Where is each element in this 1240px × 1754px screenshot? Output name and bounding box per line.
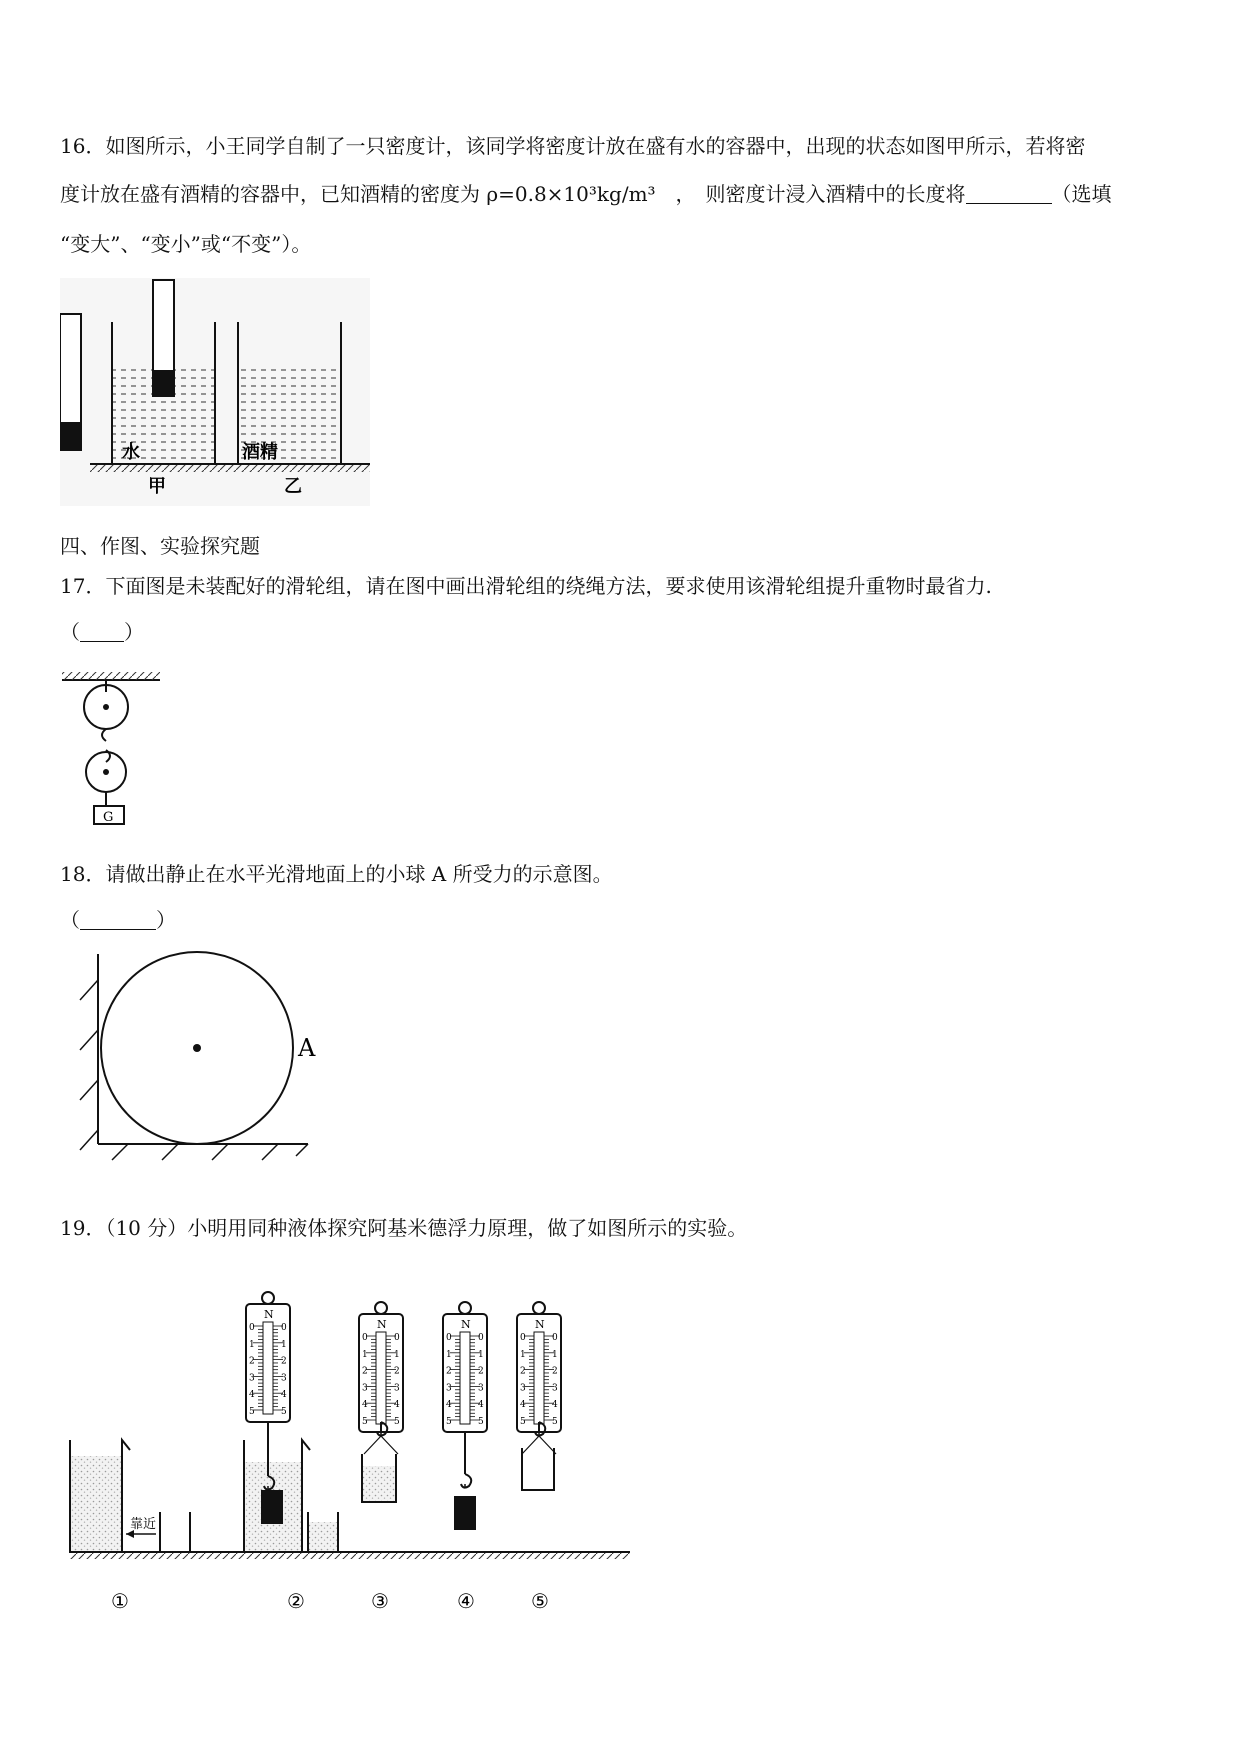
scale-tick-label: 1 [362,1349,368,1360]
q18-text: 18．请做出静止在水平光滑地面上的小球 A 所受力的示意图。 [60,862,613,886]
step1-overflow-cup [70,1440,130,1552]
q16-answer-blank[interactable] [966,183,1052,204]
spring-balance-2 [246,1292,290,1490]
movable-pulley [86,752,126,792]
scale-unit-n: N [264,1308,274,1321]
step2-block [261,1490,283,1524]
q19-ground-hatch [70,1553,630,1559]
scale-tick-label: 2 [520,1366,526,1377]
label-jia: 甲 [148,476,166,497]
scale-tick-label: 4 [520,1400,526,1411]
scale-tick-label: 2 [249,1356,255,1367]
scale-tick-label: 1 [249,1339,255,1350]
scale-tick-label: 2 [446,1366,452,1377]
scale-tick-label: 4 [552,1400,558,1411]
q16-ground-hatch [90,465,370,472]
scale-tick-label: 5 [249,1407,255,1417]
scale-tick-label: 5 [394,1417,400,1427]
step-number-4: ④ [457,1589,475,1613]
scale-unit-n: N [377,1318,387,1331]
section4-title: 四、作图、实验探究题 [60,534,260,558]
q17-answer-blank[interactable] [80,621,124,642]
scale-tick-label: 1 [552,1349,558,1360]
scale-tick-label: 0 [446,1333,452,1343]
q17-answer-close: ） [124,620,144,644]
scale-tick-label: 5 [520,1417,526,1427]
ball-center [193,1044,201,1052]
scale-tick-label: 0 [552,1333,558,1343]
label-water: 水 [122,442,140,463]
spring-balance-4 [443,1302,487,1488]
q17-answer-line [60,616,144,645]
scale-tick-label: 3 [281,1373,287,1384]
weight-g-label: G [103,810,114,825]
scale-tick-label: 4 [478,1400,484,1411]
scale-tick-label: 2 [394,1366,400,1377]
label-alcohol: 酒精 [242,442,278,463]
scale-tick-label: 0 [520,1333,526,1343]
scale-tick-label: 4 [249,1390,255,1401]
step-number-5: ⑤ [531,1589,549,1613]
q18-ball-figure [70,950,340,1170]
scale-tick-label: 3 [394,1383,400,1394]
scale-tick-label: 2 [362,1366,368,1377]
scale-tick-label: 5 [478,1417,484,1427]
label-yi: 乙 [284,476,302,497]
scale-tick-label: 1 [394,1349,400,1360]
scale-tick-label: 4 [281,1390,287,1401]
label-near: 靠近 [130,1517,157,1532]
scale-tick-label: 0 [478,1333,484,1343]
scale-unit-n: N [535,1318,545,1331]
step3-beaker-with-liquid [362,1454,396,1502]
q18-answer-blank[interactable] [80,909,156,930]
scale-tick-label: 2 [552,1366,558,1377]
scale-tick-label: 1 [281,1339,287,1350]
scale-tick-label: 3 [552,1383,558,1394]
q19-text: 19．（10 分）小明用同种液体探究阿基米德浮力原理，做了如图所示的实验。 [60,1216,748,1240]
scale-tick-label: 4 [362,1400,368,1411]
q18-answer-line [60,904,176,933]
scale-tick-label: 1 [520,1349,526,1360]
q16-text-line2-a: 度计放在盛有酒精的容器中，已知酒精的密度为 ρ=0.8×10³kg/m³ ， 则密度计浸入酒精中的长度将 [60,182,966,206]
step-number-3: ③ [371,1589,389,1613]
scale-tick-label: 3 [362,1383,368,1394]
q16-text-line2 [60,178,1112,207]
scale-tick-label: 5 [362,1417,368,1427]
scale-tick-label: 0 [394,1333,400,1343]
ball-label-a: A [298,1034,316,1062]
scale-tick-label: 3 [446,1383,452,1394]
spring-balances [246,1292,561,1490]
scale-tick-label: 3 [249,1373,255,1384]
q16-text-line2-b: （选填 [1051,182,1112,206]
scale-tick-label: 5 [281,1407,287,1417]
scale-tick-label: 4 [394,1400,400,1411]
scale-tick-label: 0 [249,1323,255,1333]
scale-tick-label: 5 [446,1417,452,1427]
hydrometer-in-water [153,280,174,396]
q16-hydrometer-figure [60,278,370,506]
q19-archimedes-figure [68,1290,638,1630]
q17-answer-open: （ [60,620,80,644]
scale-tick-label: 1 [446,1349,452,1360]
q16-text-line1: 16．如图所示，小王同学自制了一只密度计，该同学将密度计放在盛有水的容器中，出现的状态如图甲所示，若将密 [60,134,1086,158]
scale-tick-label: 2 [281,1356,287,1367]
scale-tick-label: 0 [281,1323,287,1333]
q18-answer-close: ） [156,908,176,932]
step-number-1: ① [111,1589,129,1613]
scale-tick-label: 4 [446,1400,452,1411]
step2-small-beaker [308,1512,338,1552]
scale-tick-label: 1 [478,1349,484,1360]
wall-hatch [80,980,98,1150]
step5-empty-beaker [522,1448,554,1490]
step-number-2: ② [287,1589,305,1613]
scale-tick-label: 5 [552,1417,558,1427]
q16-text-line3: “变大”、“变小”或“不变”）。 [60,232,312,256]
spring-balance-5 [517,1302,561,1454]
scale-unit-n: N [461,1318,471,1331]
step1-small-beaker [160,1512,190,1552]
upper-hook [102,729,106,741]
scale-tick-label: 3 [520,1383,526,1394]
hydrometer-standalone [60,314,81,450]
q18-answer-open: （ [60,908,80,932]
ceiling-hatch [62,672,160,680]
weight-g [94,806,124,825]
scale-tick-label: 2 [478,1366,484,1377]
floor-hatch [112,1144,308,1160]
scale-tick-label: 3 [478,1383,484,1394]
q17-text: 17．下面图是未装配好的滑轮组，请在图中画出滑轮组的绕绳方法，要求使用该滑轮组提升重物时最省力. [60,574,992,598]
scale-tick-label: 0 [362,1333,368,1343]
q17-pulley-figure [60,668,170,828]
step4-block [454,1496,476,1530]
spring-balance-3 [359,1302,403,1454]
